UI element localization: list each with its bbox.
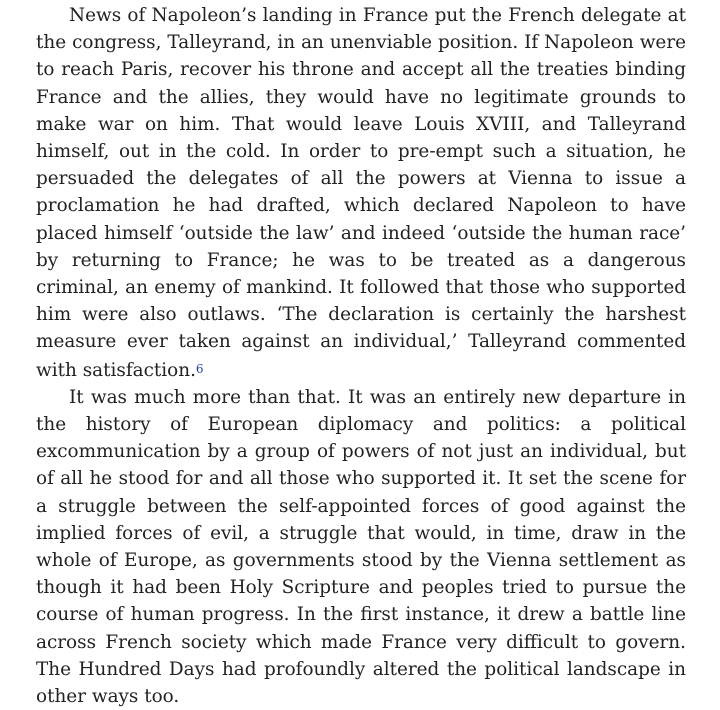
paragraph-1	[36, 2, 686, 384]
paragraph-1-text: News of Napoleon’s landing in France put the French delegate at the congress, Talleyrand, in an unenviable position. If Napoleon were to reach Paris, recover his throne and accept all the treaties binding France and the allies, they would have no legitimate grounds to make war on him. That would leave Louis XVIII, and Talleyrand himself, out in the cold. In order to pre-empt such a situation, he persuaded the delegates of all the powers at Vienna to issue a proclamation he had drafted, which declared Napoleon to have placed himself ‘outside the law’ and indeed ‘outside the human race’ by returning to France; he was to be treated as a dangerous criminal, an enemy of mankind. It followed that those who supported him were also outlaws. ‘The declaration is certainly the harshest measure ever taken against an individual,’ Talleyrand commented with satisfaction.	[36, 5, 686, 381]
paragraph-2	[36, 384, 686, 710]
paragraph-2-text: It was much more than that. It was an entirely new departure in the history of European diplomacy and politics: a political excommunication by a group of powers of not just an individual, but of all he stood for and all those who supported it. It set the scene for a struggle between the self-appointed forces of good against the implied forces of evil, a struggle that would, in time, draw in the whole of Europe, as governments stood by the Vienna settlement as though it had been Holy Scripture and peoples tried to pursue the course of human progress. In the first instance, it drew a battle line across French society which made France very difficult to govern. The Hundred Days had profoundly altered the political landscape in other ways too.	[36, 386, 686, 708]
footnote-link[interactable]: 6	[195, 361, 204, 376]
